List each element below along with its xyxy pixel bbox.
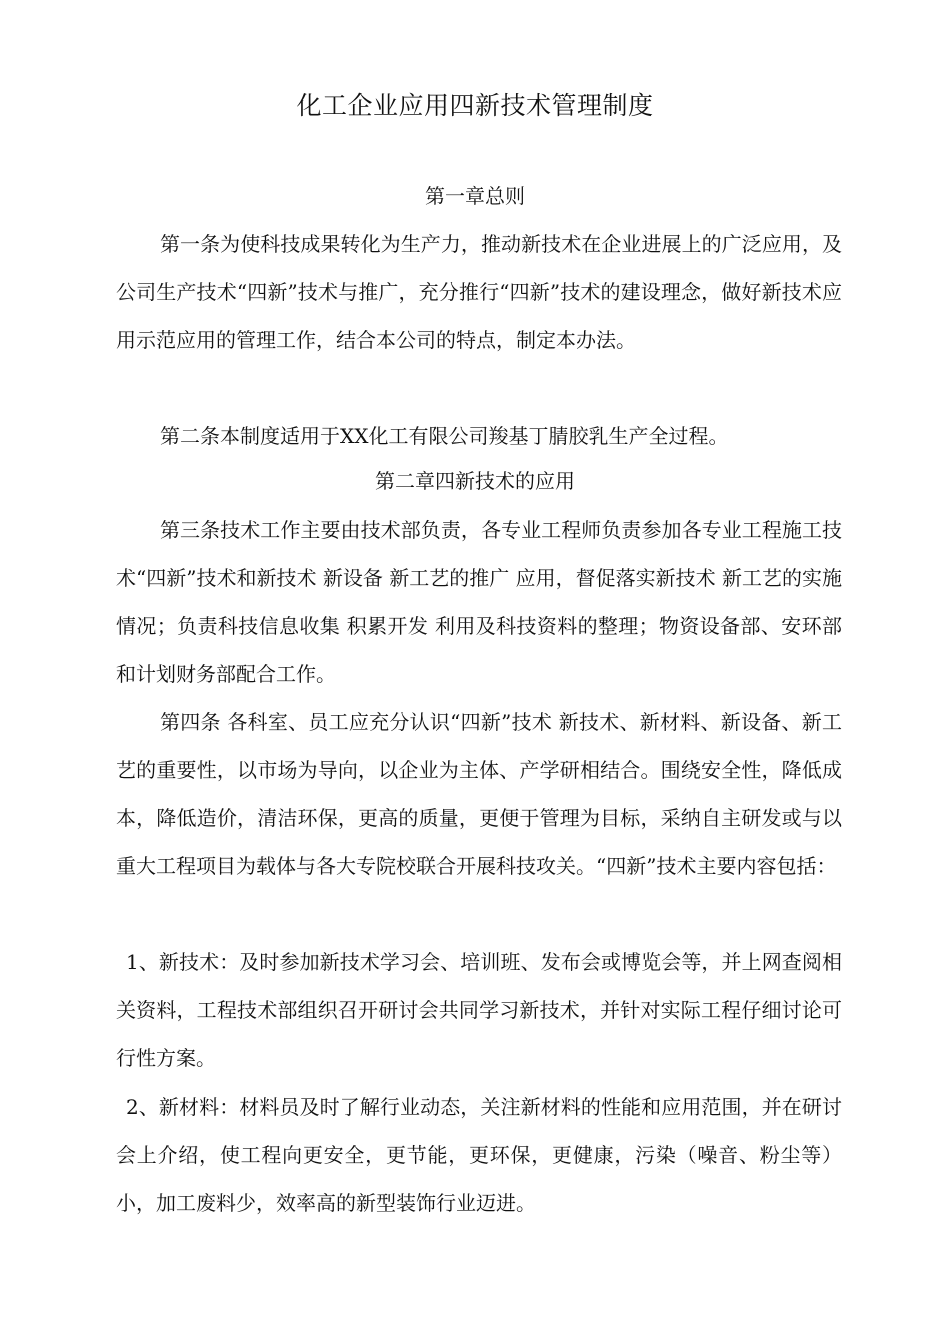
article-1-paragraph: 第一条为使科技成果转化为生产力，推动新技术在企业进展上的广泛应用，及公司生产技术“四新”技术与推广，充分推行“四新”技术的建设理念，做好新技术应用示范应用的管理工作，结合本公司的特点，制定本办法。 — [116, 232, 842, 352]
list-item-new-technology: 1、新技术：及时参加新技术学习会、培训班、发布会或博览会等，并上网查阅相关资料，工程技术部组织召开研讨会共同学习新技术，并针对实际工程仔细讨论可行性方案。 — [116, 950, 842, 1070]
chapter-2-heading: 第二章四新技术的应用 — [375, 469, 575, 493]
chapter-1-heading: 第一章总则 — [425, 184, 525, 208]
article-3-paragraph: 第三条技术工作主要由技术部负责，各专业工程师负责参加各专业工程施工技术“四新”技术和新技术 新设备 新工艺的推广 应用，督促落实新技术 新工艺的实施情况；负责科技信息收集 积累开发 利用及科技资料的整理；物资设备部、安环部和计划财务部配合工作。 — [116, 518, 842, 686]
list-item-new-materials: 2、新材料：材料员及时了解行业动态，关注新材料的性能和应用范围，并在研讨会上介绍，使工程向更安全，更节能，更环保，更健康，污染（噪音、粉尘等）小，加工废料少，效率高的新型装饰行业迈进。 — [116, 1095, 842, 1215]
article-4-paragraph: 第四条 各科室、员工应充分认识“四新”技术 新技术、新材料、新设备、新工艺的重要性，以市场为导向，以企业为主体、产学研相结合。围绕安全性，降低成本，降低造价，清洁环保，更高的质量，更便于管理为目标，采纳自主研发或与以重大工程项目为载体与各大专院校联合开展科技攻关。“四新”技术主要内容包括： — [116, 710, 842, 878]
article-2-paragraph: 第二条本制度适用于XX化工有限公司羧基丁腈胶乳生产全过程。 — [160, 424, 729, 448]
document-title: 化工企业应用四新技术管理制度 — [296, 91, 654, 120]
